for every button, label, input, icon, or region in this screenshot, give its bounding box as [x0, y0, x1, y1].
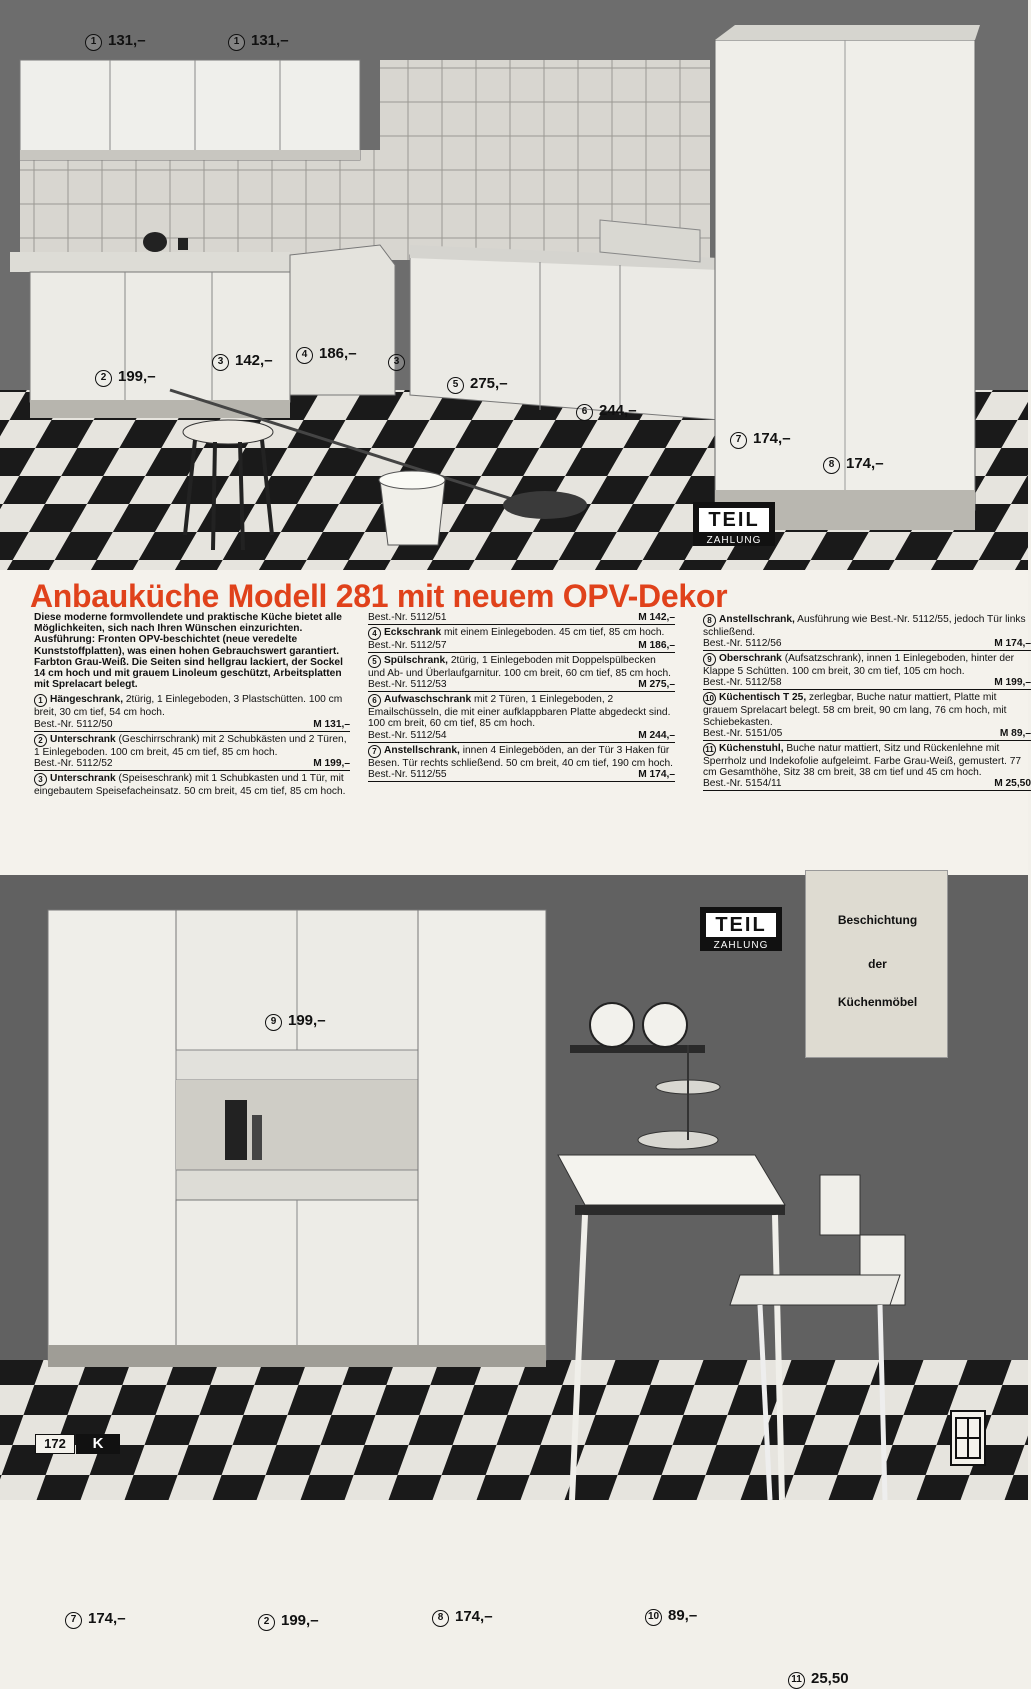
order-line — [368, 640, 675, 653]
order-line — [34, 719, 350, 732]
catalog-item — [703, 692, 1031, 727]
text-column-2 — [368, 612, 675, 784]
item-number-badge: 2 — [34, 734, 47, 747]
order-line — [368, 769, 675, 782]
intro-paragraph: Diese moderne formvollendete und praktische Küche bietet alle Möglichkeiten, sich nach Ihren Wünschen einzurichten. Ausführung: Fronten OPV-beschichtet (neue veredelte Kunststoffplatten), was einen hohen Gebrauchswert garantiert. Farbton Grau-Weiß. Die Seiten sind hellgrau lackiert, der Sockel 14 cm hoch und mit grauem Linoleum geschützt, Arbeitsplatten mit Sprelacart belegt. — [34, 612, 343, 691]
price-value: 174,– — [455, 1608, 493, 1625]
item-name: Aufwaschschrank — [384, 694, 472, 706]
item-name: Küchentisch T 25, — [719, 692, 807, 704]
order-number: Best.-Nr. 5112/57 — [368, 640, 447, 651]
price-tag — [265, 1012, 326, 1031]
item-number-badge: 1 — [85, 34, 102, 51]
item-name: Spülschrank, — [384, 655, 448, 666]
order-line — [703, 778, 1031, 791]
price-value: 199,– — [281, 1612, 319, 1629]
page-number: 172 — [35, 1434, 75, 1454]
price-value: 174,– — [846, 455, 884, 472]
item-price: M 89,– — [999, 727, 1031, 739]
item-number-badge: 4 — [296, 347, 313, 364]
price-value: 89,– — [668, 1607, 698, 1624]
item-number-badge: 5 — [368, 655, 381, 668]
catalog-item — [703, 614, 1031, 638]
item-number-badge: 10 — [645, 1609, 662, 1626]
price-value: 131,– — [108, 32, 146, 49]
catalog-item — [368, 694, 675, 729]
price-tag — [823, 455, 884, 474]
catalog-item — [368, 627, 675, 640]
price-tag — [296, 345, 357, 364]
item-description: mit 2 Türen, 1 Einlegeboden, 2 Emailschüsseln, die mit einer aufklappbaren Platte abgedeckt sind. 100 cm breit, 60 cm tief, 85 cm hoch. — [368, 694, 671, 730]
order-line — [703, 677, 1031, 690]
item-number-badge: 11 — [703, 743, 716, 756]
catalog-item — [703, 743, 1031, 778]
item-number-badge: 6 — [368, 694, 381, 707]
item-price: M 199,– — [313, 757, 350, 769]
item-description: (Speiseschrank) mit 1 Schubkasten und 1 Tür, mit eingebautem Speisefacheinsatz. 50 cm breit, 45 cm tief, 85 cm hoch. — [34, 772, 346, 797]
order-line — [368, 612, 675, 625]
coating-sample-sign — [805, 870, 948, 1058]
item-number-badge: 10 — [703, 692, 716, 705]
page-title: Anbauküche Modell 281 mit neuem OPV-Dekor — [30, 578, 728, 614]
zahlung-label: ZAHLUNG — [713, 940, 769, 951]
item-description: zerlegbar, Buche natur mattiert, Platte mit grauem Sprelacart belegt. 58 cm breit, 90 cm lang, 76 cm hoch, mit Schiebekasten. — [703, 692, 1007, 728]
item-number-badge: 3 — [212, 354, 229, 371]
catalog-item — [34, 773, 350, 797]
item-name: Unterschrank — [50, 733, 116, 745]
price-tag — [388, 352, 411, 371]
teil-label: TEIL — [704, 911, 778, 939]
teil-label: TEIL — [697, 506, 771, 534]
price-tag — [730, 430, 791, 449]
order-number: Best.-Nr. 5112/53 — [368, 679, 447, 691]
price-tag — [447, 375, 508, 394]
price-value: 174,– — [88, 1610, 126, 1627]
order-number: Best.-Nr. 5112/58 — [703, 677, 782, 689]
sign-line: Beschichtung — [837, 913, 918, 927]
item-number-badge: 7 — [368, 745, 381, 758]
price-value: 186,– — [319, 345, 357, 362]
order-line — [703, 638, 1031, 651]
item-number-badge: 6 — [576, 404, 593, 421]
price-value: 199,– — [288, 1012, 326, 1029]
item-number-badge: 3 — [34, 773, 47, 786]
item-description: (Geschirrschrank) mit 2 Schubkästen und 2 Türen, 1 Einlegeboden. 100 cm breit, 45 cm tief, 85 cm hoch. — [34, 733, 347, 758]
item-description: 2türig, 1 Einlegeboden mit Doppelspülbecken und Ab- und Überlaufgarnitur. 100 cm breit, 60 cm tief, 85 cm hoch. — [368, 655, 671, 679]
catalog-item — [34, 734, 350, 758]
price-value: 131,– — [251, 32, 289, 49]
item-number-badge: 9 — [703, 653, 716, 666]
item-price: M 186,– — [638, 640, 675, 651]
catalog-item — [703, 653, 1031, 677]
order-line — [34, 758, 350, 771]
item-name: Anstellschrank, — [719, 614, 795, 625]
item-number-badge: 1 — [34, 694, 47, 707]
catalog-item — [368, 655, 675, 679]
item-number-badge: 4 — [368, 627, 381, 640]
item-name: Unterschrank — [50, 772, 116, 784]
item-number-badge: 8 — [823, 457, 840, 474]
order-number: Best.-Nr. 5112/56 — [703, 638, 782, 650]
item-name: Küchenstuhl, — [719, 742, 784, 754]
item-name: Hängeschrank, — [50, 694, 124, 706]
item-number-badge: 7 — [65, 1612, 82, 1629]
zahlung-label: ZAHLUNG — [706, 535, 762, 546]
text-column-1 — [34, 612, 350, 797]
item-price: M 131,– — [313, 718, 350, 730]
order-number: Best.-Nr. 5151/05 — [703, 727, 783, 739]
item-price: M 25,50 — [994, 778, 1031, 790]
price-tag — [65, 1610, 126, 1629]
item-price: M 174,– — [994, 638, 1031, 650]
item-description: Buche natur mattiert, Sitz und Rückenlehne mit Sperrholz und Indekofolie aufgeleimt. Farbe Grau-Weiß, gemustert. 77 cm Gesamthöhe, Sitz 38 cm breit, 38 cm tief und 45 cm hoch. — [703, 742, 1022, 779]
catalog-item — [368, 745, 675, 769]
price-tag — [258, 1612, 319, 1631]
item-name: Anstellschrank, — [384, 744, 460, 756]
price-tag — [228, 32, 289, 51]
order-number: Best.-Nr. 5112/51 — [368, 612, 447, 623]
item-price: M 199,– — [994, 677, 1031, 689]
item-price: M 174,– — [638, 768, 675, 780]
item-number-badge: 2 — [258, 1614, 275, 1631]
price-value: 199,– — [118, 368, 156, 385]
catalog-item — [34, 694, 350, 718]
item-description: (Aufsatzschrank), innen 1 Einlegeboden, hinter der Klappe 5 Schütten. 100 cm breit, 30 cm tief, 105 cm hoch. — [703, 653, 1015, 678]
price-tag — [432, 1608, 493, 1627]
item-description: mit einem Einlegeboden. 45 cm tief, 85 cm hoch. — [444, 627, 665, 638]
price-tag — [212, 352, 273, 371]
item-number-badge: 11 — [788, 1672, 805, 1689]
item-name: Oberschrank — [719, 653, 782, 665]
item-number-badge: 8 — [432, 1610, 449, 1627]
order-number: Best.-Nr. 5112/54 — [368, 729, 447, 741]
order-number: Best.-Nr. 5112/50 — [34, 718, 113, 730]
text-column-3 — [703, 612, 1031, 793]
price-value: 142,– — [235, 352, 273, 369]
quality-mark-icon — [950, 1410, 986, 1466]
price-value: 174,– — [753, 430, 791, 447]
order-line — [368, 679, 675, 692]
order-line — [368, 730, 675, 743]
sign-line: Küchenmöbel — [837, 995, 918, 1009]
item-description: Ausführung wie Best.-Nr. 5112/55, jedoch Tür links schließend. — [703, 614, 1026, 638]
price-value: 244,– — [599, 402, 637, 419]
order-line — [703, 728, 1031, 741]
item-description: 2türig, 1 Einlegeboden, 3 Plastschütten. 100 cm breit, 30 cm tief, 54 cm hoch. — [34, 694, 343, 719]
top-kitchen-photo — [0, 0, 1028, 570]
item-number-badge: 9 — [265, 1014, 282, 1031]
price-value: 25,50 — [811, 1670, 849, 1687]
item-number-badge: 7 — [730, 432, 747, 449]
price-tag — [576, 402, 637, 421]
item-description: innen 4 Einlegeböden, an der Tür 3 Haken für Besen. Tür rechts schließend. 50 cm breit, 40 cm tief, 190 cm hoch. — [368, 744, 674, 769]
order-number: Best.-Nr. 5112/55 — [368, 768, 447, 780]
kitchen-illustration-top — [0, 0, 1028, 570]
item-name: Eckschrank — [384, 627, 442, 638]
price-tag — [645, 1607, 697, 1626]
item-number-badge: 8 — [703, 614, 716, 627]
price-tag — [788, 1670, 849, 1689]
sign-line: der — [868, 957, 887, 971]
item-number-badge: 3 — [388, 354, 405, 371]
item-price: M 275,– — [638, 679, 675, 691]
order-number: Best.-Nr. 5154/11 — [703, 778, 782, 790]
item-number-badge: 2 — [95, 370, 112, 387]
publisher-logo: K — [76, 1434, 120, 1454]
item-price: M 142,– — [638, 612, 675, 623]
teilzahlung-logo — [700, 907, 782, 951]
price-value: 275,– — [470, 375, 508, 392]
item-price: M 244,– — [638, 729, 675, 741]
teilzahlung-logo — [693, 502, 775, 546]
item-number-badge: 5 — [447, 377, 464, 394]
item-number-badge: 1 — [228, 34, 245, 51]
price-tag — [95, 368, 156, 387]
price-tag — [85, 32, 146, 51]
order-number: Best.-Nr. 5112/52 — [34, 757, 113, 769]
